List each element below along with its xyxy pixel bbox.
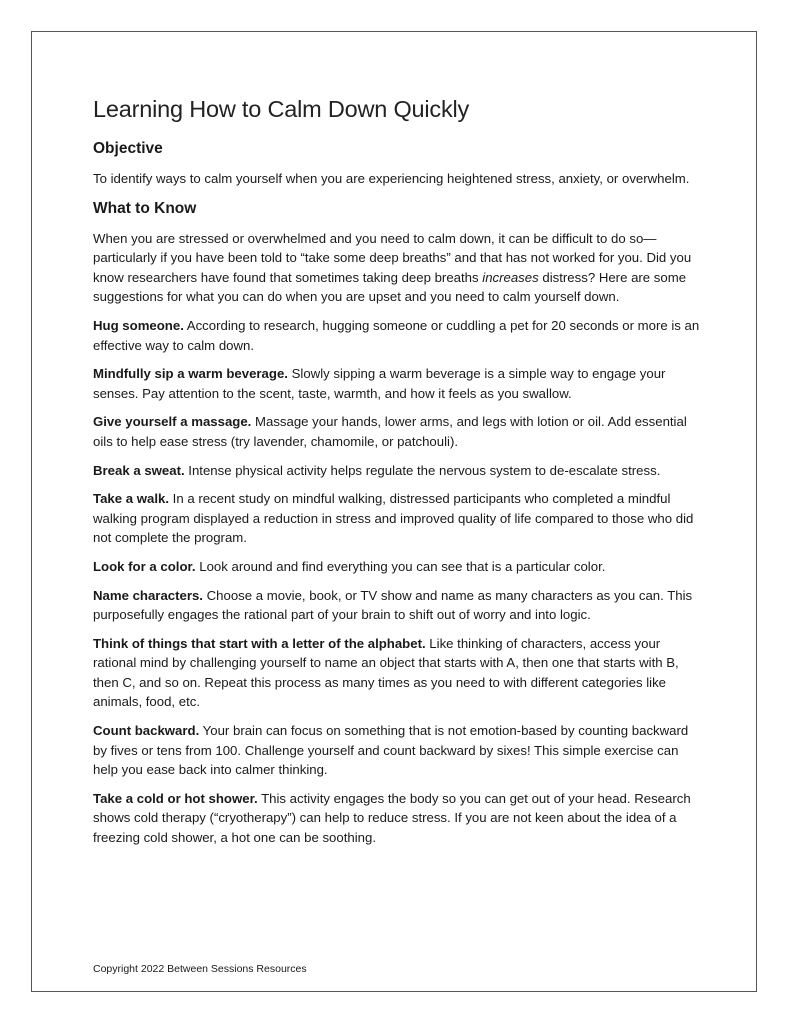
tip-text: Like thinking of characters, access your rational mind by challenging yourself to name an object that starts with A, then one that starts with B, then C, and so on. Repeat this process as many times as you need to with different categories like animals, food, etc.	[93, 635, 679, 710]
tip-text: Massage your hands, lower arms, and legs with lotion or oil. Add essential oils to help ease stress (try lavender, chamomile, or patchouli).	[93, 414, 687, 449]
tip-lead: Break a sweat.	[93, 462, 185, 478]
what-to-know-heading: What to Know	[93, 199, 197, 217]
intro-text-part2: distress? Here are some suggestions for what you can do when you are upset and you need to calm yourself down.	[93, 269, 687, 305]
copyright-footer: Copyright 2022 Between Sessions Resources	[93, 963, 307, 975]
intro-paragraph	[93, 229, 705, 307]
tip-lead: Give yourself a massage.	[93, 414, 252, 430]
objective-text: To identify ways to calm yourself when you are experiencing heightened stress, anxiety, or overwhelm.	[93, 171, 690, 186]
tip-lead: Take a walk.	[93, 491, 169, 507]
tip-hug-someone	[93, 316, 705, 355]
tip-lead: Count backward.	[93, 723, 200, 739]
tip-lead: Mindfully sip a warm beverage.	[93, 366, 288, 382]
tip-text: Slowly sipping a warm beverage is a simple way to engage your senses. Pay attention to the scent, taste, warmth, and how it feels as you swallow.	[93, 366, 666, 401]
tip-count-backward	[93, 721, 705, 780]
document-body	[93, 92, 705, 857]
intro-emphasis: increases	[482, 269, 539, 285]
tip-sip-warm-beverage	[93, 364, 705, 403]
tip-text: Choose a movie, book, or TV show and name as many characters as you can. This purposefully engages the rational part of your brain to shift out of worry and into logic.	[93, 587, 693, 623]
tip-text: Your brain can focus on something that is not emotion-based by counting backward by fives or tens from 100. Challenge yourself and count backward by sixes! This simple exercise can help you ease back into calmer thinking.	[93, 723, 689, 778]
tip-break-sweat	[93, 461, 705, 481]
objective-heading: Objective	[93, 140, 163, 157]
tip-name-characters	[93, 586, 705, 625]
page-title: Learning How to Calm Down Quickly	[93, 96, 470, 122]
tip-cold-hot-shower	[93, 789, 705, 848]
tip-lead: Name characters.	[93, 587, 203, 603]
tip-text: Look around and find everything you can see that is a particular color.	[195, 558, 606, 574]
tip-give-massage	[93, 412, 705, 451]
tip-text: This activity engages the body so you can get out of your head. Research shows cold therapy (“cryotherapy”) can help to reduce stress. If you are not keen about the idea of a freezing cold shower, a hot one can be soothing.	[93, 790, 691, 846]
tip-text: Intense physical activity helps regulate the nervous system to de-escalate stress.	[184, 462, 661, 478]
tip-text: According to research, hugging someone or cuddling a pet for 20 seconds or more is an effective way to calm down.	[93, 317, 700, 353]
tip-text: In a recent study on mindful walking, distressed participants who completed a mindful walking program displayed a reduction in stress and improved quality of life compared to those who did not complete the program.	[93, 491, 694, 546]
tip-lead: Take a cold or hot shower.	[93, 790, 258, 806]
tip-lead: Hug someone.	[93, 317, 184, 333]
tip-take-walk	[93, 489, 705, 548]
tip-lead: Think of things that start with a letter of the alphabet.	[93, 635, 426, 651]
intro-text-part1: When you are stressed or overwhelmed and you need to calm down, it can be difficult to do so—particularly if you have been told to “take some deep breaths” and that has not worked for you. Did you know researchers have found that sometimes taking deep breaths	[93, 230, 692, 285]
tip-lead: Look for a color.	[93, 558, 196, 574]
tip-alphabet	[93, 634, 705, 712]
tip-look-for-color	[93, 557, 705, 577]
